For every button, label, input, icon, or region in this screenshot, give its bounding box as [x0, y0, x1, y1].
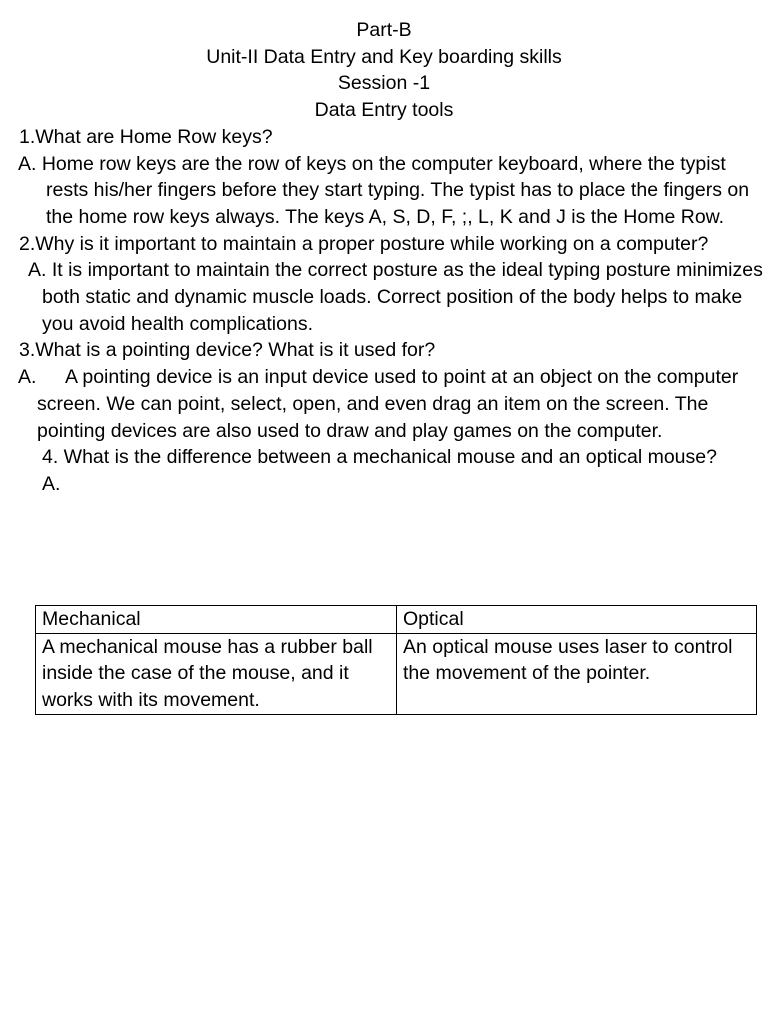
answer-2-text: A. It is important to maintain the correct posture as the ideal typing posture minimizes both static and dynamic muscle loads. Correct position of the body helps to make you avoid health complications. [28, 259, 763, 335]
table-header-mechanical: Mechanical [36, 606, 397, 634]
question-2 [0, 231, 768, 258]
answer-3-text: A pointing device is an input device used to point at an object on the computer screen. We can point, select, open, and even drag an item on the screen. The pointing devices are also used to draw and play games on the computer. [37, 366, 739, 442]
answer-3 [0, 364, 768, 444]
unit-heading: Unit-II Data Entry and Key boarding skills [206, 45, 562, 68]
table-cell-mechanical: A mechanical mouse has a rubber ball inside the case of the mouse, and it works with its movement. [36, 633, 397, 714]
topic-heading: Data Entry tools [314, 99, 454, 122]
answer-4-label: A. [42, 472, 61, 495]
question-4 [0, 444, 768, 471]
question-4-text: 4. What is the difference between a mechanical mouse and an optical mouse? [42, 446, 717, 469]
answer-3-label: A. [18, 366, 37, 389]
table-cell-optical: An optical mouse uses laser to control the movement of the pointer. [397, 633, 757, 714]
document-page [0, 17, 768, 498]
question-1: 1.What are Home Row keys? [19, 125, 273, 148]
answer-1 [0, 151, 768, 231]
answer-2 [0, 257, 768, 337]
answer-1-text: A. Home row keys are the row of keys on the computer keyboard, where the typist rests his/her fingers before they start typing. The typist has to place the fingers on the home row keys always. The keys A, S, D, F, ;, L, K and J is the Home Row. [18, 152, 750, 228]
session-heading: Session -1 [337, 72, 431, 95]
part-heading: Part-B [356, 19, 412, 41]
table-header-row [36, 606, 757, 634]
question-3: 3.What is a pointing device? What is it used for? [19, 339, 436, 362]
table-row [36, 633, 757, 714]
comparison-table [35, 605, 757, 715]
question-2-text: 2.Why is it important to maintain a proper posture while working on a computer? [19, 232, 709, 255]
table-header-optical: Optical [397, 606, 757, 634]
